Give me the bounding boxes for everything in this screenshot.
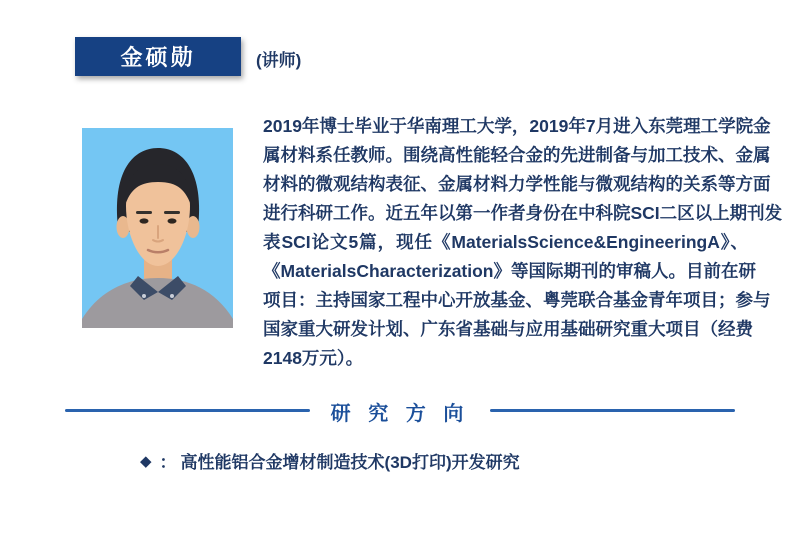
name-banner	[75, 37, 241, 76]
bio-line: 2148万元）。	[263, 348, 364, 368]
diamond-bullet-icon: ◆	[140, 452, 152, 470]
section-title-research-direction: 研 究 方 向	[330, 403, 470, 425]
biography-paragraph	[263, 112, 783, 373]
bio-line: 进行科研工作。近五年以第一作者身份在中科院SCI二区以上期刊发	[263, 203, 783, 223]
faculty-title: (讲师)	[256, 51, 302, 70]
divider-line-right	[490, 409, 735, 412]
bullet-separator: ：	[159, 453, 177, 472]
faculty-name: 金硕勋	[120, 45, 196, 70]
bio-line: 2019年博士毕业于华南理工大学，2019年7月进入东莞理工学院金	[263, 116, 771, 136]
bio-line: 项目：主持国家工程中心开放基金、粤莞联合基金青年项目；参与	[263, 290, 771, 310]
research-direction-text: 高性能铝合金增材制造技术(3D打印)开发研究	[180, 453, 520, 472]
bio-line: 材料的微观结构表征、金属材料力学性能与微观结构的关系等方面	[263, 174, 771, 194]
faculty-photo	[82, 128, 233, 328]
portrait-illustration	[82, 128, 233, 328]
bio-line: 属材料系任教师。围绕高性能轻合金的先进制备与加工技术、金属	[263, 145, 771, 165]
bio-line: 国家重大研发计划、广东省基础与应用基础研究重大项目（经费	[263, 319, 753, 339]
divider-line-left	[65, 409, 310, 412]
bio-line: 《MaterialsCharacterization》等国际期刊的审稿人。目前在研	[263, 261, 756, 281]
research-direction-item	[140, 448, 520, 473]
bio-line: 表SCI论文5篇，现任《MaterialsScience&EngineeringA》、	[263, 232, 748, 252]
